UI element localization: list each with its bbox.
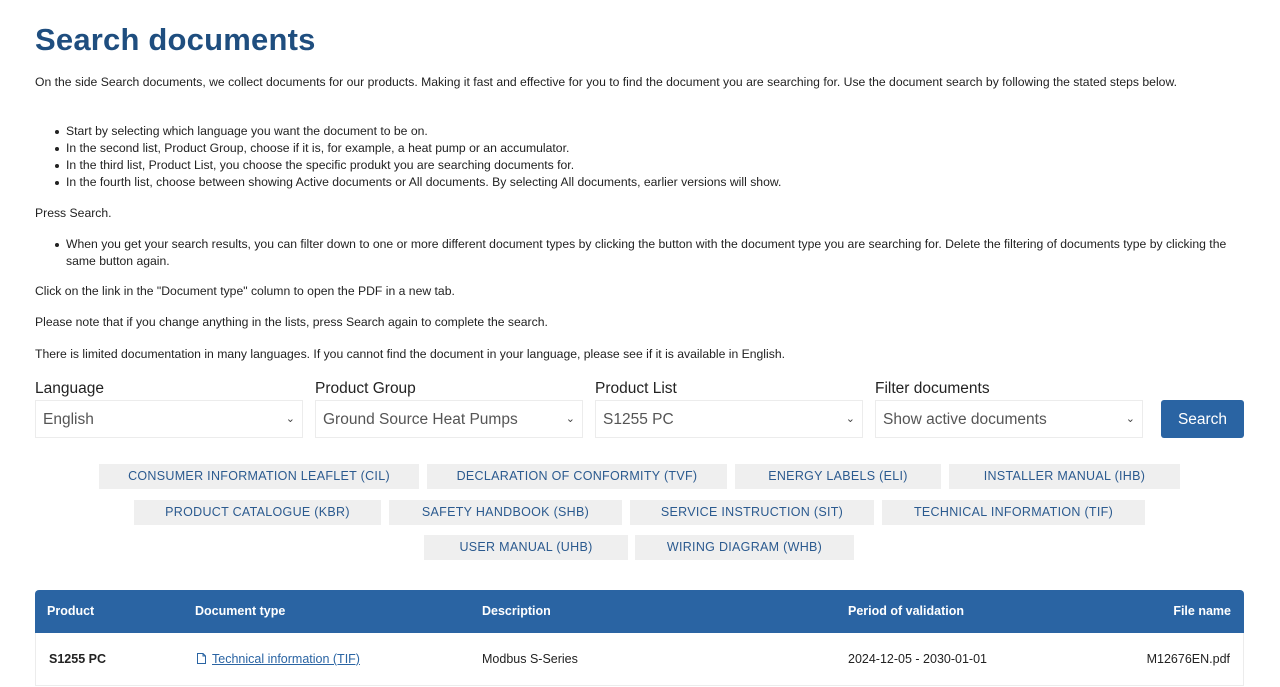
header-file-name: File name — [1173, 604, 1231, 618]
link-hint-text: Click on the link in the "Document type" column to open the PDF in a new tab. — [35, 284, 455, 298]
intro-paragraph: On the side Search documents, we collect documents for our products. Making it fast and effective for you to find the document you are searching for. Use the document search by following the stated steps below. — [35, 75, 1177, 89]
results-table — [35, 590, 1244, 686]
step-item: Start by selecting which language you want the document to be on. — [66, 123, 781, 140]
filter-button-uhb[interactable]: USER MANUAL (UHB) — [424, 535, 628, 560]
product-group-value: Ground Source Heat Pumps — [323, 411, 518, 428]
language-hint-text: There is limited documentation in many languages. If you cannot find the document in your language, please see if it is available in English. — [35, 347, 785, 361]
chevron-down-icon: ⌄ — [565, 413, 575, 425]
product-list-value: S1255 PC — [603, 411, 674, 428]
filter-button-kbr[interactable]: PRODUCT CATALOGUE (KBR) — [134, 500, 381, 525]
product-group-select[interactable] — [315, 400, 583, 438]
cell-product: S1255 PC — [49, 652, 106, 666]
filter-button-sit[interactable]: SERVICE INSTRUCTION (SIT) — [630, 500, 874, 525]
table-row — [35, 633, 1244, 686]
filter-documents-value: Show active documents — [883, 411, 1047, 428]
header-document-type: Document type — [195, 604, 286, 618]
filter-button-shb[interactable]: SAFETY HANDBOOK (SHB) — [389, 500, 622, 525]
product-group-label: Product Group — [315, 380, 416, 397]
step-item: In the third list, Product List, you choose the specific produkt you are searching documents for. — [66, 157, 781, 174]
steps-list — [35, 123, 781, 191]
table-header — [35, 590, 1244, 633]
filter-button-whb[interactable]: WIRING DIAGRAM (WHB) — [635, 535, 854, 560]
search-button[interactable]: Search — [1161, 400, 1244, 438]
header-period: Period of validation — [848, 604, 964, 618]
filter-button-tif[interactable]: TECHNICAL INFORMATION (TIF) — [882, 500, 1145, 525]
filter-button-tvf[interactable]: DECLARATION OF CONFORMITY (TVF) — [427, 464, 727, 489]
filter-documents-select[interactable] — [875, 400, 1143, 438]
chevron-down-icon: ⌄ — [1125, 413, 1135, 425]
filter-steps-list — [35, 236, 1246, 270]
step-item: In the fourth list, choose between showing Active documents or All documents. By selecting All documents, earlier versions will show. — [66, 175, 782, 189]
language-select[interactable] — [35, 400, 303, 438]
page-title: Search documents — [35, 22, 316, 57]
change-hint-text: Please note that if you change anything in the lists, press Search again to complete the search. — [35, 315, 548, 329]
filter-button-cil[interactable]: CONSUMER INFORMATION LEAFLET (CIL) — [99, 464, 419, 489]
language-value: English — [43, 411, 94, 428]
cell-period: 2024-12-05 - 2030-01-01 — [848, 652, 987, 666]
filter-button-ihb[interactable]: INSTALLER MANUAL (IHB) — [949, 464, 1180, 489]
document-icon — [197, 653, 206, 664]
cell-file-name: M12676EN.pdf — [1146, 652, 1230, 666]
document-link[interactable]: Technical information (TIF) — [212, 652, 360, 666]
chevron-down-icon: ⌄ — [845, 413, 855, 425]
header-product: Product — [47, 604, 95, 618]
product-list-select[interactable] — [595, 400, 863, 438]
step-item: When you get your search results, you can filter down to one or more different document types by clicking the button with the document type you are searching for. Delete the filtering of documents type by clicking the same button again. — [66, 236, 1246, 270]
cell-document-type[interactable] — [197, 633, 360, 685]
filter-documents-label: Filter documents — [875, 380, 990, 397]
header-description: Description — [482, 604, 551, 618]
step-item: In the second list, Product Group, choose if it is, for example, a heat pump or an accumulator. — [66, 140, 781, 157]
press-search-text: Press Search. — [35, 206, 112, 220]
cell-description: Modbus S-Series — [482, 652, 578, 666]
product-list-label: Product List — [595, 380, 677, 397]
language-label: Language — [35, 380, 104, 397]
filter-button-eli[interactable]: ENERGY LABELS (ELI) — [735, 464, 941, 489]
chevron-down-icon: ⌄ — [285, 413, 295, 425]
